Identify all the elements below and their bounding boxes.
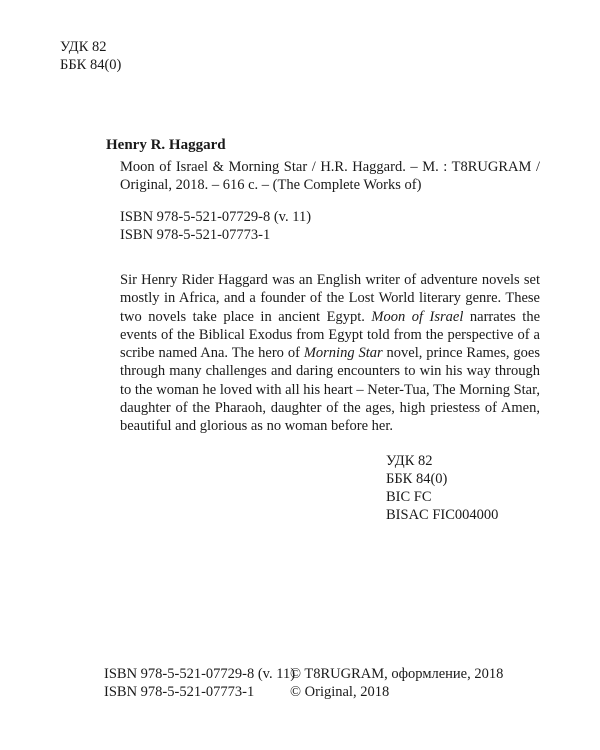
author-name: Henry R. Haggard [106,137,226,153]
abstract-title-moon-of-israel: Moon of Israel [371,308,464,325]
top-classification [60,38,121,74]
classification-codes [386,452,498,524]
isbn-list [120,208,311,244]
book-abstract [120,271,540,436]
bbk-code: ББК 84(0) [60,57,122,73]
copyright-notices [290,665,503,701]
footer-isbn-set: ISBN 978-5-521-07773-1 [104,684,255,700]
bisac-code: BISAC FIC004000 [386,507,499,523]
isbn-set: ISBN 978-5-521-07773-1 [120,227,271,243]
abstract-text-3: novel, prince Rames, goes through many challenges and daring encounters to win his way through to the woman he loved with all his heart – Neter-Tua, The Morning Star, daughter of the Pharaoh, daughter of the ages, high priestess of Amen, beautiful and glorious as no woman before her. [120,345,540,435]
bbk-code: ББК 84(0) [386,471,448,487]
footer-isbn-list [104,665,295,701]
isbn-volume: ISBN 978-5-521-07729-8 (v. 11) [120,209,312,225]
bibliographic-entry: Moon of Israel & Morning Star / H.R. Haggard. – M. : T8RUGRAM / Original, 2018. – 616 c. – (The Complete Works of) [120,159,540,193]
abstract-title-morning-star: Morning Star [303,345,383,362]
copyright-publisher: © T8RUGRAM, оформление, 2018 [290,666,504,682]
abstract-text-1: Sir Henry Rider Haggard was an English writer of adventure novels set mostly in Africa, and a founder of the Lost World literary genre. These two novels take place in ancient Egypt. [120,272,540,325]
udk-code: УДК 82 [386,453,433,469]
udk-code: УДК 82 [60,39,107,55]
abstract-text-2: narrates the events of the Biblical Exodus from Egypt told from the perspective of a scribe named Ana. The hero of [120,308,541,362]
footer-isbn-volume: ISBN 978-5-521-07729-8 (v. 11) [104,666,296,682]
bic-code: BIC FC [386,489,432,505]
copyright-original: © Original, 2018 [290,684,390,700]
